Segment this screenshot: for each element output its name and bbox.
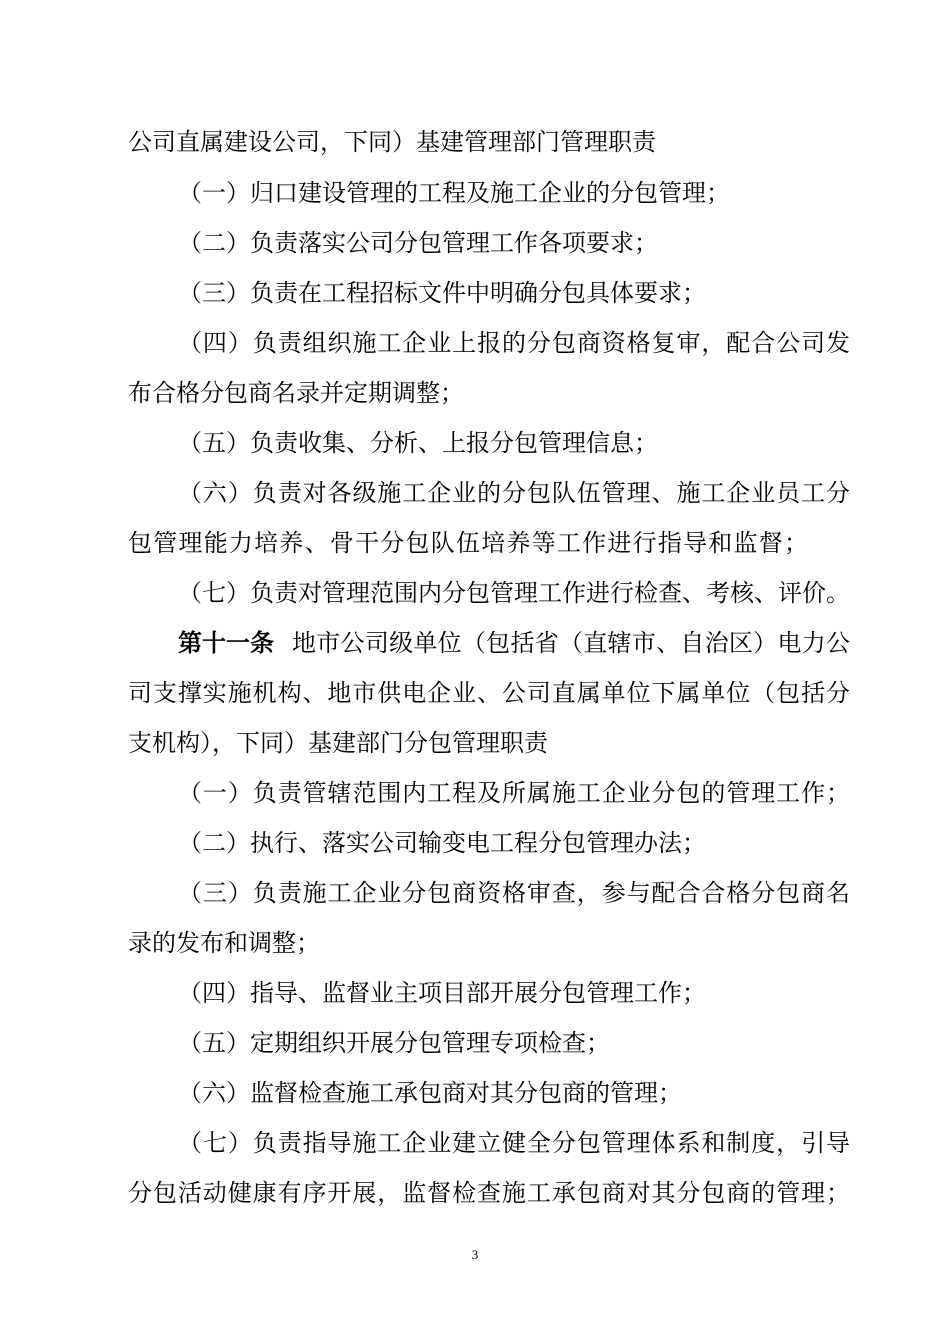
text-line [0,923,950,963]
text-line [0,273,950,313]
line-text: （四）负责组织施工企业上报的分包商资格复审，配合公司发 [178,329,850,357]
line-text: 布合格分包商名录并定期调整； [128,379,464,407]
text-line [0,373,950,413]
line-text: 录的发布和调整； [128,929,320,957]
article-heading: 第十一条 [178,628,274,657]
text-line [0,423,950,463]
text-line [0,223,950,263]
line-text: 公司直属建设公司，下同）基建管理部门管理职责 [128,128,656,156]
text-line [0,773,950,813]
text-line [0,1173,950,1213]
text-line [0,823,950,863]
line-text: 司支撑实施机构、地市供电企业、公司直属单位下属单位（包括分 [128,679,850,707]
line-text: （二）负责落实公司分包管理工作各项要求； [178,229,658,257]
line-text: （六）负责对各级施工企业的分包队伍管理、施工企业员工分 [178,479,850,507]
line-text: （一）归口建设管理的工程及施工企业的分包管理； [178,179,730,207]
line-text: 包管理能力培养、骨干分包队伍培养等工作进行指导和监督； [128,529,808,557]
page-number: 3 [471,1247,479,1262]
line-text: （四）指导、监督业主项目部开展分包管理工作； [178,979,706,1007]
text-line [0,523,950,563]
text-line [0,1123,950,1163]
text-line [0,122,950,162]
line-text: （五）定期组织开展分包管理专项检查； [178,1029,610,1057]
text-line [0,1023,950,1063]
text-line [0,473,950,513]
line-text: （一）负责管辖范围内工程及所属施工企业分包的管理工作； [178,779,850,807]
line-text: （七）负责指导施工企业建立健全分包管理体系和制度，引导 [178,1129,850,1157]
line-text: （六）监督检查施工承包商对其分包商的管理； [178,1079,682,1107]
text-line [0,173,950,213]
line-text: （五）负责收集、分析、上报分包管理信息； [178,429,658,457]
text-line [0,323,950,363]
article-line [0,623,950,663]
text-line [0,573,950,613]
line-text: 地市公司级单位（包括省（直辖市、自治区）电力公 [292,629,850,657]
line-text: （七）负责对管理范围内分包管理工作进行检查、考核、评价。 [178,579,850,607]
line-text: 分包活动健康有序开展，监督检查施工承包商对其分包商的管理； [128,1179,850,1207]
text-line [0,873,950,913]
line-text: （三）负责施工企业分包商资格审查，参与配合合格分包商名 [178,879,850,907]
line-text: （三）负责在工程招标文件中明确分包具体要求； [178,279,706,307]
line-text: （二）执行、落实公司输变电工程分包管理办法； [178,829,706,857]
line-text: 支机构），下同）基建部门分包管理职责 [128,729,548,757]
text-line [0,973,950,1013]
text-line [0,1073,950,1113]
text-line [0,673,950,713]
text-line [0,723,950,763]
